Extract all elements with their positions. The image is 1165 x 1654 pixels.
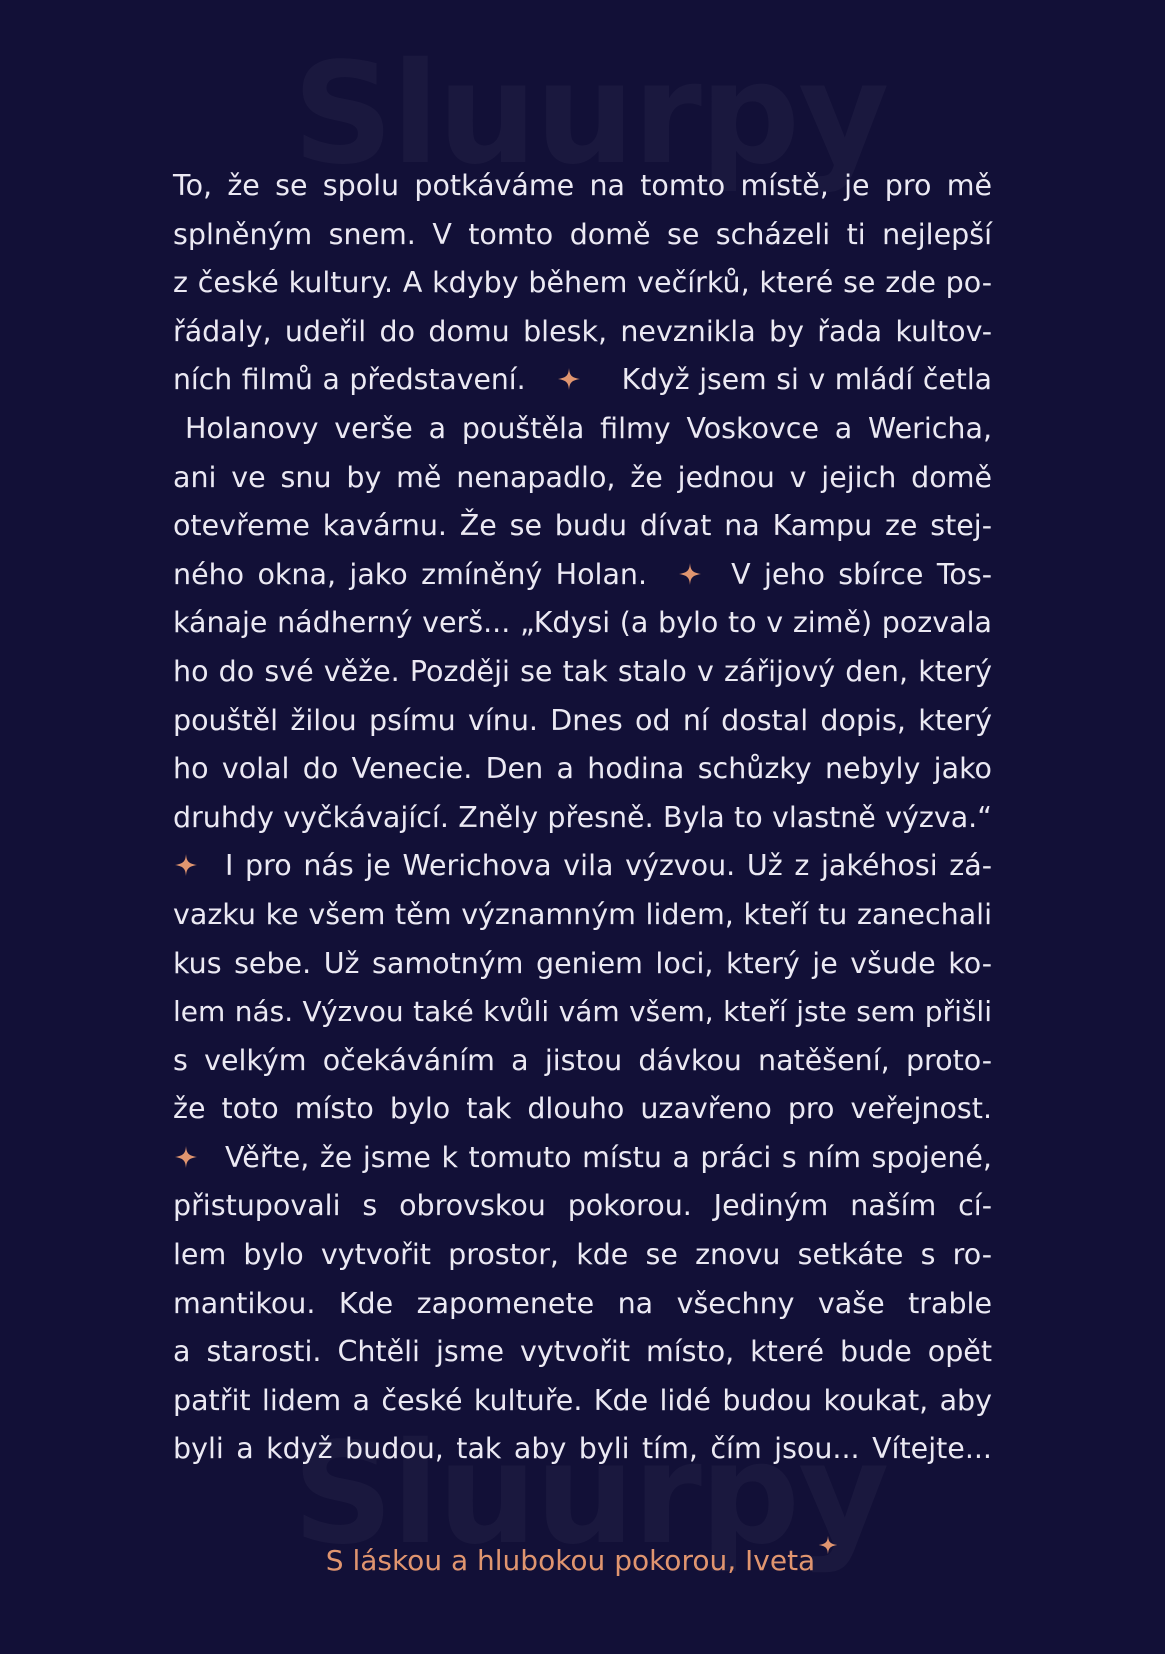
- sparkle-icon: [556, 366, 582, 392]
- sparkle-icon: [173, 1144, 199, 1170]
- letter-line: splněným snem. V tomto domě se scházeli ti nejlepší: [173, 217, 992, 251]
- signature-line: [0, 1530, 1165, 1577]
- letter-line: lem bylo vytvořit prostor, kde se znovu setkáte s ro-: [173, 1238, 992, 1272]
- letter-line: otevřeme kavárnu. Že se budu dívat na Kampu ze stej-: [173, 509, 992, 543]
- letter-line: ho volal do Venecie. Den a hodina schůzky nebyly jako: [173, 752, 992, 786]
- letter-segment: I pro nás je Werichova vila výzvou. Už z jakéhosi zá-: [225, 849, 992, 883]
- letter-line: ho do své věže. Později se tak stalo v zářijový den, který: [173, 654, 992, 688]
- letter-line: mantikou. Kde zapomenete na všechny vaše trable: [173, 1286, 992, 1320]
- letter-line: vazku ke všem těm významným lidem, kteří tu zanechali: [173, 897, 992, 931]
- letter-line: z české kultury. A kdyby během večírků, které se zde po-: [173, 266, 992, 300]
- letter-line: kánaje nádherný verš... „Kdysi (a bylo to v zimě) pozvala: [173, 606, 992, 640]
- letter-line: kus sebe. Už samotným geniem loci, který je všude ko-: [173, 946, 992, 980]
- letter-segment: ného okna, jako zmíněný Holan.: [173, 557, 648, 591]
- letter-line: druhdy vyčkávající. Zněly přesně. Byla to vlastně výzva.“: [173, 800, 992, 834]
- letter-line: ani ve snu by mě nenapadlo, že jednou v jejich domě: [173, 460, 992, 494]
- letter-line: [173, 1134, 992, 1183]
- letter-line: řádaly, udeřil do domu blesk, nevznikla by řada kultov-: [173, 314, 992, 348]
- letter-line: [173, 551, 992, 600]
- letter-line: a starosti. Chtěli jsme vytvořit místo, které bude opět: [173, 1335, 992, 1369]
- letter-line: byli a když budou, tak aby byli tím, čím jsou... Vítejte...: [173, 1432, 992, 1466]
- letter-line: To, že se spolu potkáváme na tomto místě, je pro mě: [173, 169, 992, 202]
- letter-line: Holanovy verše a pouštěla filmy Voskovce a Wericha,: [185, 411, 992, 445]
- signature-text: S láskou a hlubokou pokorou, Iveta: [325, 1544, 816, 1577]
- letter-line: lem nás. Výzvou také kvůli vám všem, kteří jste sem přišli: [173, 995, 992, 1029]
- letter-line: [173, 842, 992, 891]
- letter-line: pouštěl žilou psímu vínu. Dnes od ní dostal dopis, který: [173, 703, 992, 737]
- sparkle-icon: [173, 852, 199, 878]
- welcome-letter: [173, 162, 992, 1474]
- letter-segment: ních filmů a představení.: [173, 363, 526, 397]
- letter-line: patřit lidem a české kultuře. Kde lidé budou koukat, aby: [173, 1383, 992, 1417]
- letter-line: přistupovali s obrovskou pokorou. Jediným naším cí-: [173, 1189, 992, 1223]
- letter-line: [173, 356, 992, 405]
- letter-line: s velkým očekáváním a jistou dávkou natěšení, proto-: [173, 1043, 992, 1077]
- letter-segment: Věřte, že jsme k tomuto místu a práci s ním spojené,: [225, 1140, 992, 1174]
- sparkle-icon: [677, 561, 703, 587]
- sparkle-icon: [817, 1530, 839, 1552]
- letter-segment: Když jsem si v mládí četla: [621, 363, 992, 397]
- letter-segment: V jeho sbírce Tos-: [731, 557, 992, 591]
- letter-line: že toto místo bylo tak dlouho uzavřeno pro veřejnost.: [173, 1092, 992, 1126]
